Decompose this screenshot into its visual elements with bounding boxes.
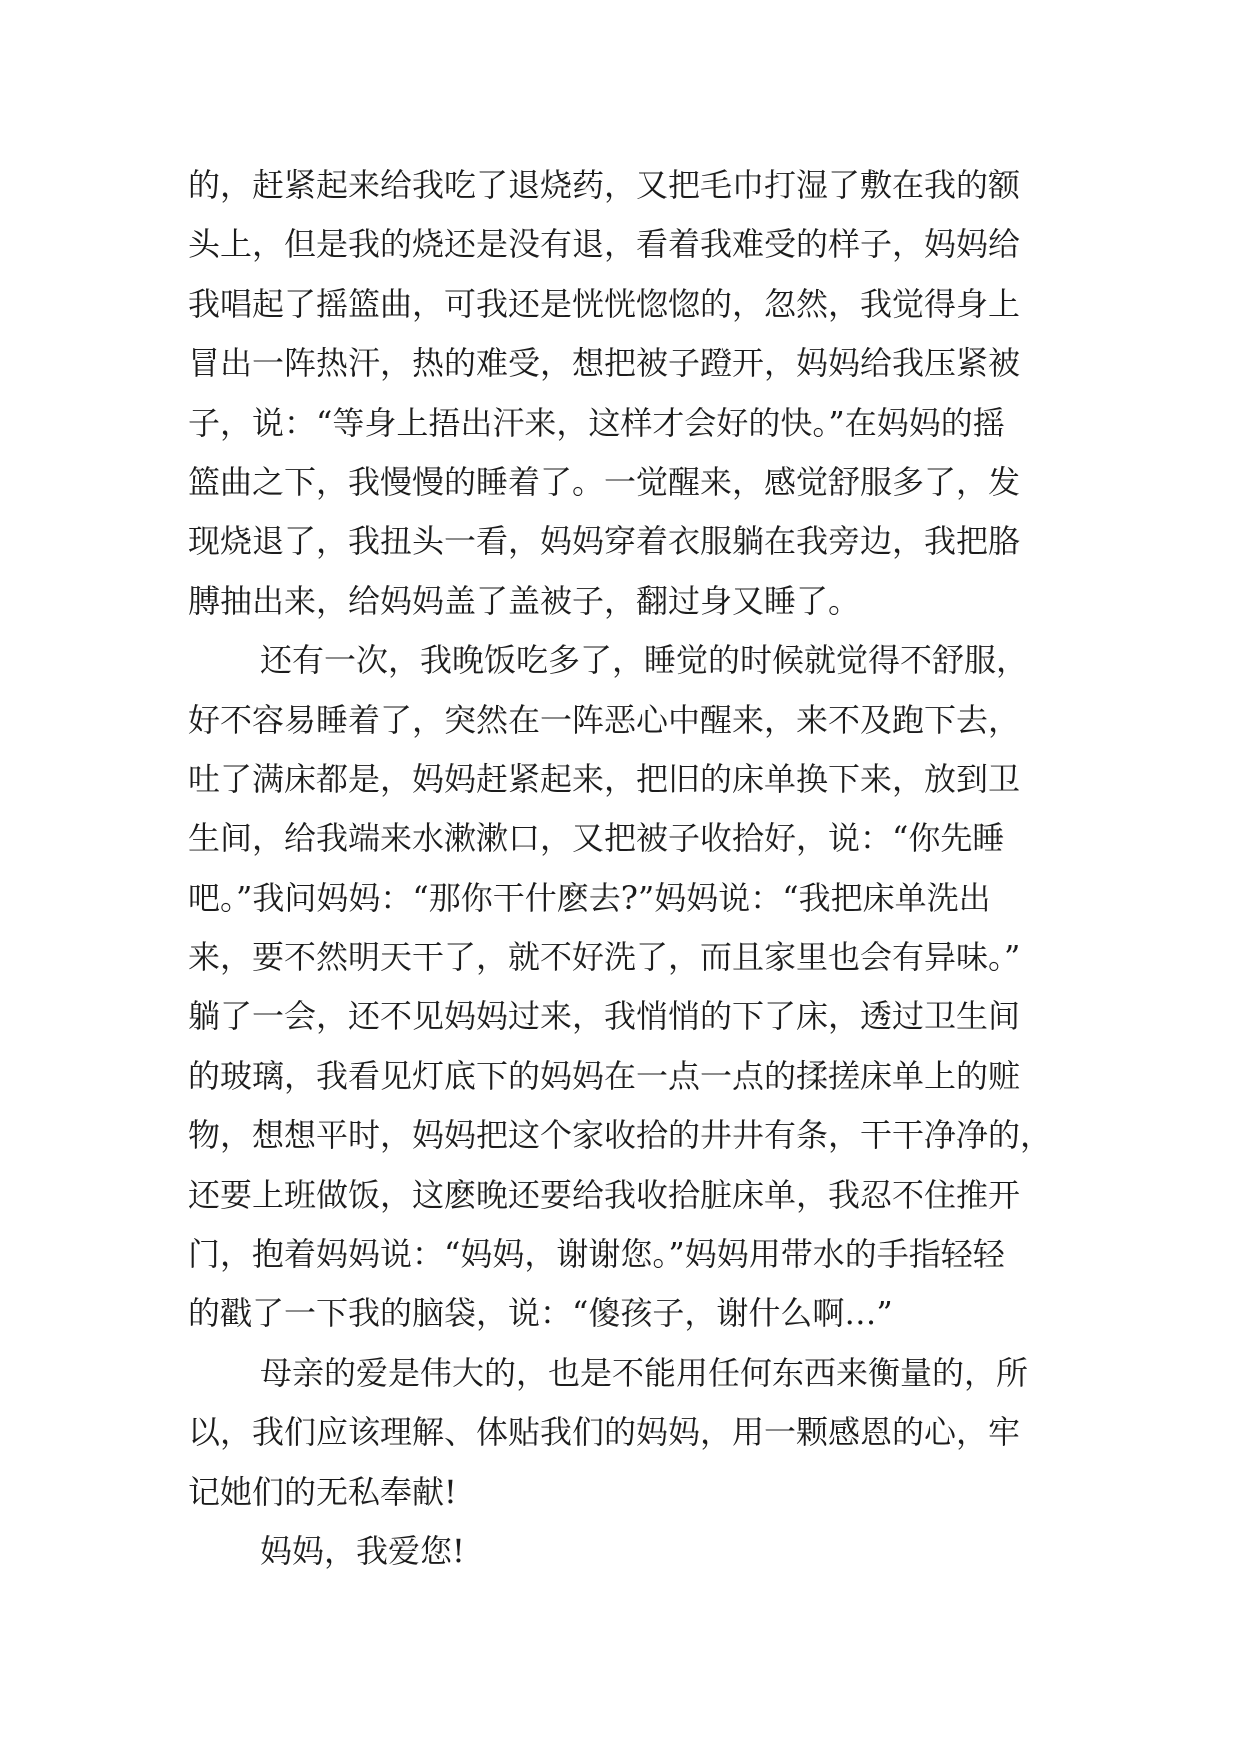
- paragraph-start-line: 还有一次，我晚饭吃多了，睡觉的时候就觉得不舒服，: [260, 641, 1029, 680]
- text-line: 的戳了一下我的脑袋，说：“傻孩子，谢什么啊…”: [188, 1294, 893, 1333]
- text-line: 好不容易睡着了，突然在一阵恶心中醒来，来不及跑下去，: [188, 700, 1021, 739]
- text-line: 膊抽出来，给妈妈盖了盖被子，翻过身又睡了。: [188, 581, 861, 620]
- text-line: 门，抱着妈妈说：“妈妈，谢谢您。”妈妈用带水的手指轻轻: [188, 1235, 1005, 1274]
- text-line: 还要上班做饭，这麽晚还要给我收拾脏床单，我忍不住推开: [188, 1175, 1021, 1214]
- text-line: 头上，但是我的烧还是没有退，看着我难受的样子，妈妈给: [188, 225, 1021, 264]
- text-line: 子，说：“等身上捂出汗来，这样才会好的快。”在妈妈的摇: [188, 403, 1005, 442]
- text-line: 吧。”我问妈妈：“那你干什麽去?”妈妈说：“我把床单洗出: [188, 878, 991, 917]
- body-text: [188, 156, 1068, 1581]
- text-line: 来，要不然明天干了，就不好洗了，而且家里也会有异味。”: [188, 938, 1021, 977]
- text-line: 冒出一阵热汗，热的难受，想把被子蹬开，妈妈给我压紧被: [188, 344, 1021, 383]
- text-line: 现烧退了，我扭头一看，妈妈穿着衣服躺在我旁边，我把胳: [188, 522, 1021, 561]
- text-line: 吐了满床都是，妈妈赶紧起来，把旧的床单换下来，放到卫: [188, 759, 1021, 798]
- text-line: 篮曲之下，我慢慢的睡着了。一觉醒来，感觉舒服多了，发: [188, 462, 1021, 501]
- text-line: 物，想想平时，妈妈把这个家收拾的井井有条，干干净净的，: [188, 1116, 1053, 1155]
- paragraph-start-line: 妈妈，我爱您!: [260, 1531, 465, 1570]
- text-line: 我唱起了摇篮曲，可我还是恍恍惚惚的，忽然，我觉得身上: [188, 284, 1021, 323]
- text-line: 的，赶紧起来给我吃了退烧药，又把毛巾打湿了敷在我的额: [188, 166, 1021, 204]
- text-line: 的玻璃，我看见灯底下的妈妈在一点一点的揉搓床单上的赃: [188, 1056, 1021, 1095]
- text-line: 生间，给我端来水漱漱口，又把被子收拾好，说：“你先睡: [188, 819, 1005, 858]
- text-line: 以，我们应该理解、体贴我们的妈妈，用一颗感恩的心，牢: [188, 1413, 1021, 1452]
- text-line: 记她们的无私奉献!: [188, 1472, 457, 1511]
- text-line: 躺了一会，还不见妈妈过来，我悄悄的下了床，透过卫生间: [188, 997, 1021, 1036]
- paragraph-start-line: 母亲的爱是伟大的，也是不能用任何东西来衡量的，所: [260, 1353, 1029, 1392]
